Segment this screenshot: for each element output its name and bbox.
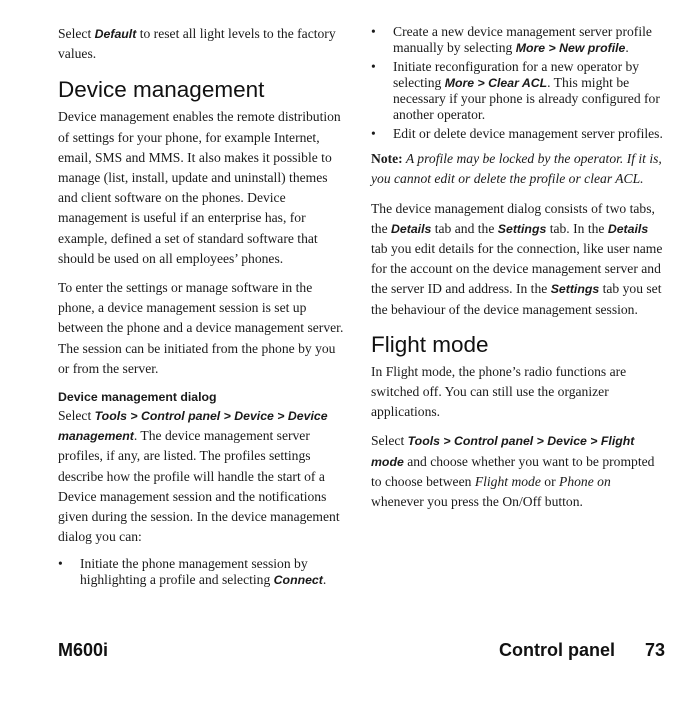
- intro-text: Select: [58, 26, 95, 41]
- option-phone-on: Phone on: [559, 473, 611, 489]
- note-paragraph: [371, 149, 665, 189]
- footer-model: M600i: [58, 640, 109, 660]
- list-item: [371, 126, 665, 142]
- tabs-text: tab you edit details for the connection, like user name for the account on the device management server and the server ID and address. In the: [371, 240, 663, 297]
- command-connect: Connect: [273, 573, 323, 588]
- intro-paragraph: [58, 24, 350, 64]
- tabs-paragraph: [371, 199, 665, 320]
- option-flight-mode: Flight mode: [474, 473, 541, 489]
- bullet-marker: •: [371, 125, 376, 141]
- list-item-text: Create a new device management server profile manually by selecting: [393, 24, 652, 55]
- bullet-marker: •: [371, 59, 376, 75]
- flight-text: and choose whether you want to be prompted to choose between: [371, 453, 655, 489]
- default-label: Default: [94, 27, 137, 41]
- dialog-paragraph: [58, 406, 350, 547]
- tabs-text: The device management dialog consists of two tabs, the: [371, 200, 655, 236]
- details-tab-label: Details: [391, 221, 432, 236]
- intro-text-end: to reset all light levels to the factory values.: [58, 26, 336, 62]
- heading-flight-mode: Flight mode: [371, 331, 489, 357]
- list-item: [58, 556, 350, 588]
- left-bullet-list: [58, 556, 350, 588]
- bullet-marker: •: [371, 24, 376, 39]
- flight-text: Select: [371, 433, 408, 449]
- left-column: [58, 24, 350, 589]
- list-item-text-end: .: [322, 572, 327, 588]
- note-text: A profile may be locked by the operator. If it is, you cannot edit or delete the profile or clear ACL.: [371, 151, 662, 187]
- list-item-text: Edit or delete device management server profiles.: [393, 125, 663, 141]
- tabs-text: tab you set the behaviour of the device management session.: [371, 281, 662, 317]
- list-item: [371, 59, 665, 122]
- settings-tab-label: Settings: [497, 221, 547, 236]
- settings-tab-label: Settings: [550, 282, 600, 297]
- list-item-text: Initiate the phone management session by highlighting a profile and selecting: [80, 556, 308, 588]
- device-management-paragraph-2: To enter the settings or manage software in the phone, a device management session is set up between the phone and a device management server. The session can be initiated from the phone by you or from the server.: [58, 280, 344, 376]
- device-management-paragraph-1: Device management enables the remote distribution of settings for your phone, for example Internet, email, SMS and MMS. It also makes it possible to manage (list, install, update and uninstall) themes and client software on the phones. Device management is useful if an enterprise has, for example, defined a set of standard software that should be used on all employees’ phones.: [58, 109, 341, 266]
- tabs-text: tab and the: [431, 220, 498, 236]
- list-item-text-end: .: [625, 39, 629, 55]
- right-bullet-list: [371, 24, 665, 141]
- heading-device-management: Device management: [58, 77, 265, 103]
- list-item-text-end: . This might be necessary if your phone is already configured for another operator.: [393, 74, 660, 122]
- flight-paragraph-1: In Flight mode, the phone’s radio functions are switched off. You can still use the organizer applications.: [371, 363, 627, 420]
- dialog-text: Select: [58, 408, 95, 424]
- bullet-marker: •: [58, 556, 63, 572]
- command-new-profile: More > New profile: [515, 40, 626, 55]
- tabs-text: tab. In the: [546, 220, 608, 236]
- list-item: [371, 24, 665, 56]
- list-item-text: Initiate reconfiguration for a new operator by selecting: [393, 59, 640, 90]
- menu-path-flight-mode: Tools > Control panel > Device > Flight mode: [371, 434, 635, 469]
- right-column: [371, 24, 665, 512]
- page-footer: [58, 640, 665, 664]
- footer-section-title: Control panel: [499, 640, 615, 660]
- command-clear-acl: More > Clear ACL: [444, 75, 548, 90]
- menu-path-device-management: Tools > Control panel > Device > Device management: [58, 409, 328, 444]
- details-tab-label: Details: [607, 221, 649, 236]
- flight-paragraph-2: [371, 431, 665, 512]
- dialog-text-end: . The device management server profiles, if any, are listed. The profiles settings describe how the profile will handle the start of a Device management session and the notifications given during the session. In the device management dialog you can:: [58, 428, 340, 545]
- flight-text: or: [540, 473, 560, 489]
- note-label: Note:: [371, 151, 403, 167]
- subheading-device-management-dialog: Device management dialog: [58, 390, 217, 405]
- flight-text: whenever you press the On/Off button.: [371, 494, 583, 509]
- footer-page-number: 73: [644, 640, 665, 660]
